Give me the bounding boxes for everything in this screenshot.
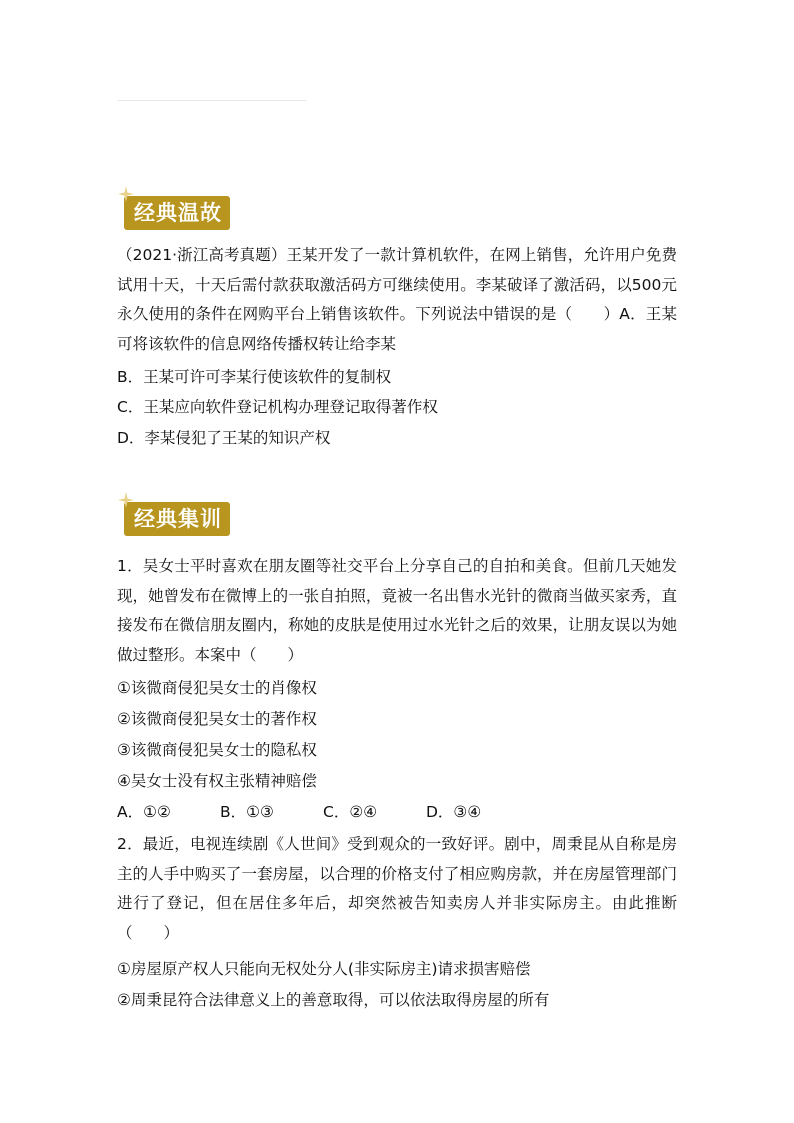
header-rule xyxy=(118,100,306,101)
statement-4: ④吴女士没有权主张精神赔偿 xyxy=(117,772,317,790)
statement-1: ①该微商侵犯吴女士的肖像权 xyxy=(117,679,317,697)
choice-a: A．①② xyxy=(117,803,171,821)
question-2-stem: 2．最近，电视连续剧《人世间》受到观众的一致好评。剧中，周秉昆从自称是房主的人手中购买了一套房屋，以合理的价格支付了相应购房款，并在房屋管理部门进行了登记，但在居住多年后，却突然被告知卖房人并非实际房主。由此推断（ ） xyxy=(117,835,677,942)
answer-choices xyxy=(117,801,677,823)
question-1-stem: 1．吴女士平时喜欢在朋友圈等社交平台上分享自己的自拍和美食。但前几天她发现，她曾发布在微博上的一张自拍照，竟被一名出售水光针的微商当做买家秀，直接发布在微信朋友圈内，称她的皮肤是使用过水光针之后的效果，让朋友误以为她做过整形。本案中（ ） xyxy=(117,557,677,664)
question-stem: （2021·浙江高考真题）王某开发了一款计算机软件，在网上销售，允许用户免费试用十天，十天后需付款获取激活码方可继续使用。李某破译了激活码，以500元永久使用的条件在网购平台上销售该软件。下列说法中错误的是（ ）A．王某可将该软件的信息网络传播权转让给李某 xyxy=(117,246,677,353)
sparkle-icon xyxy=(118,492,134,508)
section-banner-practice xyxy=(124,502,230,536)
section-title: 经典集训 xyxy=(134,506,222,531)
statement-2: ②该微商侵犯吴女士的著作权 xyxy=(117,710,317,728)
statement-1: ①房屋原产权人只能向无权处分人(非实际房主)请求损害赔偿 xyxy=(117,960,531,978)
section-title: 经典温故 xyxy=(134,200,222,225)
choice-c: C．②④ xyxy=(323,803,378,821)
statement-2: ②周秉昆符合法律意义上的善意取得，可以依法取得房屋的所有 xyxy=(117,991,550,1009)
statement-3: ③该微商侵犯吴女士的隐私权 xyxy=(117,741,317,759)
option-b: B．王某可许可李某行使该软件的复制权 xyxy=(117,368,392,386)
choice-d: D．③④ xyxy=(426,803,482,821)
sparkle-icon xyxy=(118,186,134,202)
choice-b: B．①③ xyxy=(220,803,274,821)
option-d: D．李某侵犯了王某的知识产权 xyxy=(117,429,331,447)
option-c: C．王某应向软件登记机构办理登记取得著作权 xyxy=(117,398,438,416)
section-banner-review xyxy=(124,196,230,230)
